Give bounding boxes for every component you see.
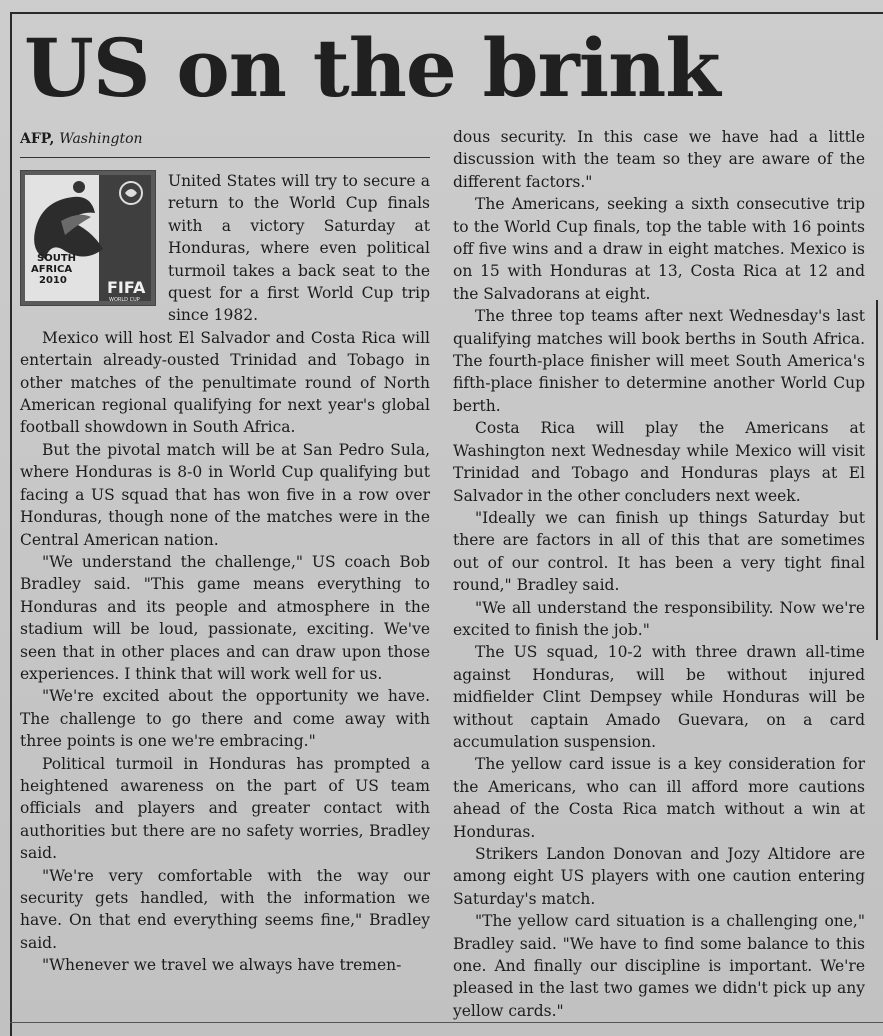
paragraph: "We understand the challenge," US coach Bob Bradley said. "This game means everything to Honduras and its people and atmosphere in the stadium will be loud, passionate, exciting. We've seen that in other places and can draw upon those experiences. I think that will work well for us.	[20, 552, 430, 683]
top-rule	[10, 12, 883, 14]
paragraph: The Americans, seeking a sixth consecutive trip to the World Cup finals, top the table with 16 points off five wins and a draw in eight matches. Mexico is on 15 with Honduras at 13, Costa Rica at 12 and the Salvadorans at eight.	[453, 195, 865, 303]
headline: US on the brink	[24, 21, 720, 115]
byline-rule	[20, 157, 430, 158]
paragraph: But the pivotal match will be at San Pedro Sula, where Honduras is 8-0 in World Cup qualifying but facing a US squad that has won five in a row over Honduras, though none of the matches were in the Central American nation.	[20, 440, 430, 549]
paragraph: Mexico will host El Salvador and Costa Rica will entertain already-ousted Trinidad and Tobago in other matches of the penultimate round of North American regional qualifying for next year's global football showdown in South Africa.	[20, 328, 430, 437]
paragraph: The US squad, 10-2 with three drawn all-time against Honduras, will be without injured midfielder Clint Dempsey while Honduras will be without captain Amado Guevara, on a card accumulation suspension.	[453, 643, 865, 751]
logo-brand-sub: WORLD CUP	[109, 297, 140, 303]
byline	[20, 128, 430, 150]
byline-agency: AFP,	[20, 131, 55, 147]
logo-text-year: 2010	[39, 275, 67, 286]
paragraph: The three top teams after next Wednesday's last qualifying matches will book berths in South Africa. The fourth-place finisher will meet South America's fifth-place finisher to determine another World Cup berth.	[453, 307, 865, 415]
logo-brand: FIFA	[107, 278, 146, 297]
paragraph: United States will try to secure a return to the World Cup finals with a victory Saturday at Honduras, where even political turmoil takes a back seat to the quest for a first World Cup trip since 1982.	[168, 172, 430, 325]
paragraph: The yellow card issue is a key consideration for the Americans, who can ill afford more cautions ahead of the Costa Rica match without a win at Honduras.	[453, 755, 865, 841]
logo-text-south: SOUTH	[37, 253, 77, 264]
byline-location: Washington	[59, 131, 143, 147]
right-rule	[876, 300, 878, 640]
logo-text-africa: AFRICA	[31, 264, 73, 275]
paragraph: Costa Rica will play the Americans at Washington next Wednesday while Mexico will visit Trinidad and Tobago and Honduras plays at El Salvador in the other concluders next week.	[453, 419, 865, 505]
column-right	[453, 126, 865, 1022]
paragraph: "We're very comfortable with the way our security gets handled, with the information we have. On that end everything seems fine," Bradley said.	[20, 866, 430, 952]
column-left	[20, 128, 430, 977]
left-rule	[10, 12, 12, 1036]
paragraph: "We're excited about the opportunity we have. The challenge to go there and come away with three points is one we're embracing."	[20, 687, 430, 751]
paragraph: "Ideally we can finish up things Saturday but there are factors in all of this that are sometimes out of our control. It has been a very tight final round," Bradley said.	[453, 508, 865, 595]
paragraph: "The yellow card situation is a challenging one," Bradley said. "We have to find some balance to this one. And finally our discipline is important. We're pleased in the last two games we didn't pick up any yellow cards."	[453, 912, 865, 1020]
paragraph: Strikers Landon Donovan and Jozy Altidore are among eight US players with one caution entering Saturday's match.	[453, 845, 865, 908]
paragraph-continued: dous security. In this case we have had a little discussion with the team so they are aware of the different factors."	[453, 128, 865, 191]
paragraph: "We all understand the responsibility. Now we're excited to finish the job."	[453, 598, 865, 639]
paragraph: "Whenever we travel we always have tremen-	[42, 956, 402, 975]
world-cup-2010-logo-icon	[20, 170, 156, 306]
paragraph: Political turmoil in Honduras has prompted a heightened awareness on the part of US team officials and players and greater contact with authorities but there are no safety worries, Bradley said.	[20, 754, 430, 863]
